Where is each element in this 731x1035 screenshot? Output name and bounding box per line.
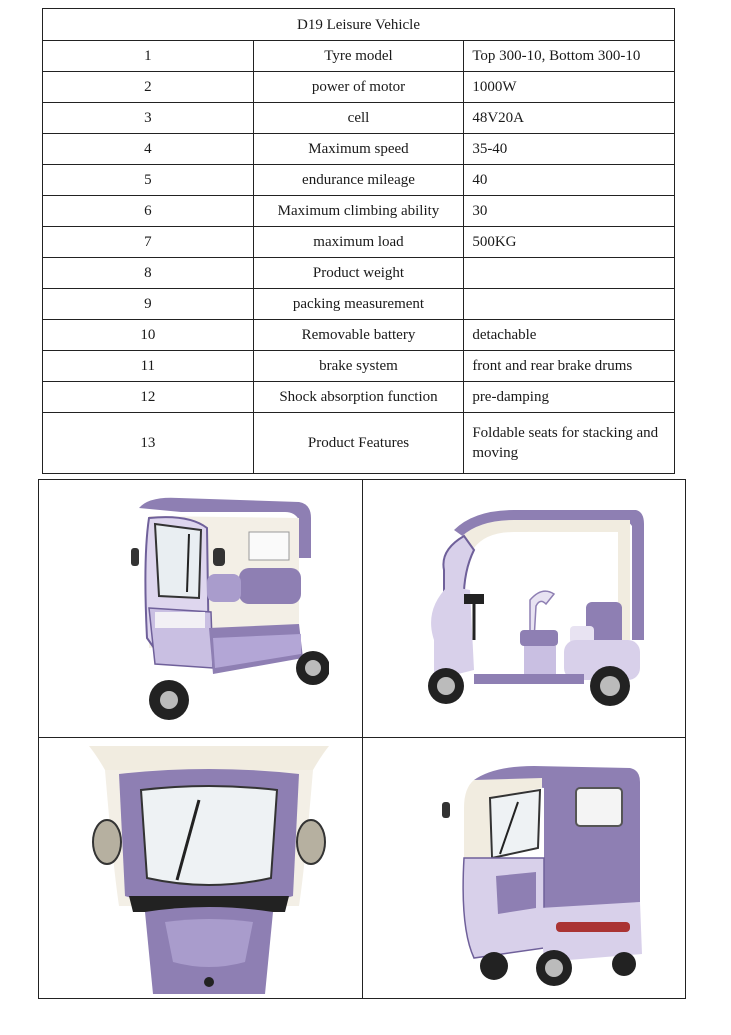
- row-parameter: power of motor: [253, 72, 464, 103]
- tricycle-front-closeup-image: [89, 746, 329, 994]
- row-parameter: Maximum speed: [253, 134, 464, 165]
- row-number: 1: [43, 41, 254, 72]
- table-row: [43, 413, 675, 474]
- row-value: 40: [464, 165, 675, 196]
- row-number: 4: [43, 134, 254, 165]
- row-value: 48V20A: [464, 103, 675, 134]
- photo-front-closeup: [89, 746, 329, 994]
- row-parameter: endurance mileage: [253, 165, 464, 196]
- row-number: 9: [43, 289, 254, 320]
- row-parameter: Product weight: [253, 258, 464, 289]
- row-number: 10: [43, 320, 254, 351]
- grid-divider-vertical: [362, 480, 363, 998]
- table-row: [43, 72, 675, 103]
- table-row: [43, 258, 675, 289]
- row-number: 6: [43, 196, 254, 227]
- table-row: [43, 289, 675, 320]
- row-value: Top 300-10, Bottom 300-10: [464, 41, 675, 72]
- row-parameter: packing measurement: [253, 289, 464, 320]
- row-parameter: Tyre model: [253, 41, 464, 72]
- table-title: D19 Leisure Vehicle: [43, 9, 675, 41]
- row-parameter: cell: [253, 103, 464, 134]
- table-row: [43, 320, 675, 351]
- table-row: [43, 196, 675, 227]
- table-title-row: [43, 9, 675, 41]
- spec-table: [42, 8, 675, 474]
- row-parameter: Removable battery: [253, 320, 464, 351]
- photo-front-three-quarter: [89, 488, 329, 728]
- row-value: detachable: [464, 320, 675, 351]
- row-value: front and rear brake drums: [464, 351, 675, 382]
- row-value: 35-40: [464, 134, 675, 165]
- row-value: 30: [464, 196, 675, 227]
- tricycle-side-view-image: [404, 490, 664, 730]
- row-parameter: maximum load: [253, 227, 464, 258]
- row-number: 3: [43, 103, 254, 134]
- row-parameter: Maximum climbing ability: [253, 196, 464, 227]
- row-parameter: brake system: [253, 351, 464, 382]
- product-photo-grid: [38, 479, 686, 999]
- row-value: Foldable seats for stacking and moving: [464, 413, 675, 474]
- row-number: 13: [43, 413, 254, 474]
- row-value: [464, 258, 675, 289]
- row-value: [464, 289, 675, 320]
- row-number: 5: [43, 165, 254, 196]
- photo-rear-three-quarter: [434, 758, 654, 990]
- table-row: [43, 41, 675, 72]
- table-row: [43, 165, 675, 196]
- row-number: 7: [43, 227, 254, 258]
- table-row: [43, 351, 675, 382]
- grid-divider-horizontal: [39, 737, 685, 738]
- row-value: 1000W: [464, 72, 675, 103]
- table-row: [43, 382, 675, 413]
- table-row: [43, 134, 675, 165]
- row-parameter: Product Features: [253, 413, 464, 474]
- row-number: 8: [43, 258, 254, 289]
- table-row: [43, 103, 675, 134]
- row-number: 11: [43, 351, 254, 382]
- photo-side-view: [404, 490, 664, 730]
- row-number: 2: [43, 72, 254, 103]
- row-parameter: Shock absorption function: [253, 382, 464, 413]
- tricycle-rear-three-quarter-image: [434, 758, 654, 990]
- row-number: 12: [43, 382, 254, 413]
- row-value: 500KG: [464, 227, 675, 258]
- tricycle-front-three-quarter-image: [89, 488, 329, 728]
- row-value: pre-damping: [464, 382, 675, 413]
- table-row: [43, 227, 675, 258]
